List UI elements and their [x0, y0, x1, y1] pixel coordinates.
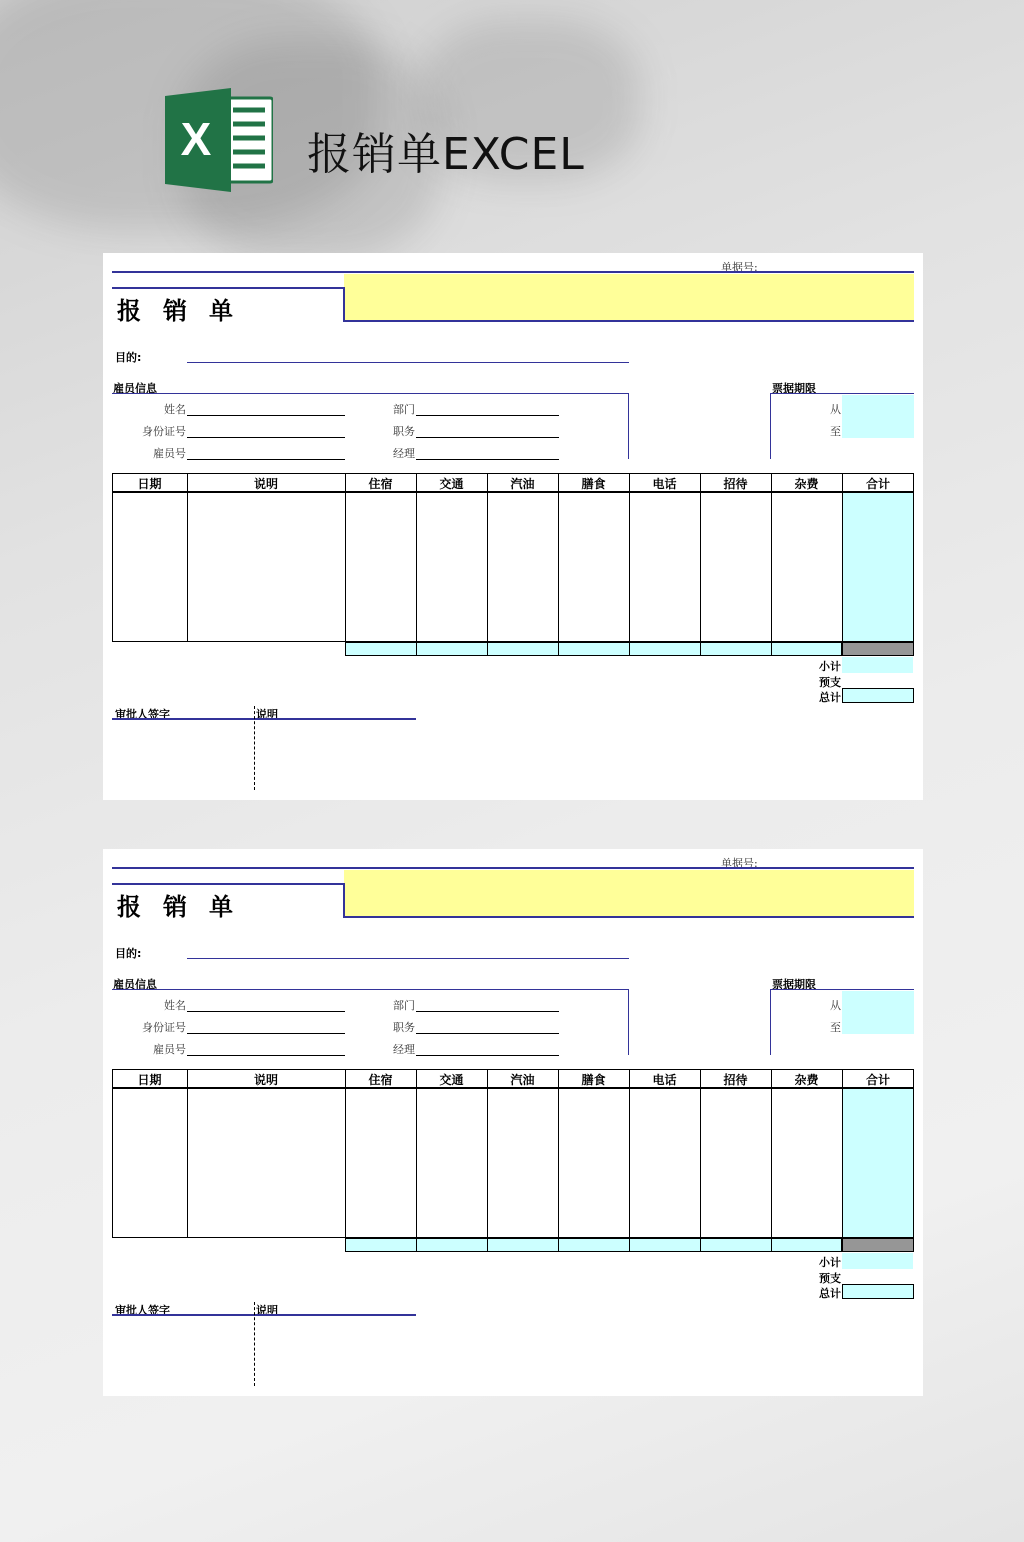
period-to-field[interactable] — [842, 416, 914, 438]
col-phone: 电话 — [652, 1073, 677, 1087]
manager-label: 经理 — [393, 447, 415, 460]
subtotal-label: 小计 — [819, 1256, 841, 1269]
col-lodging: 住宿 — [368, 1073, 393, 1087]
department-field[interactable] — [416, 1011, 559, 1012]
period-from-label: 从 — [830, 999, 841, 1012]
id-number-label: 身份证号 — [142, 425, 186, 438]
approver-label: 审批人签字 — [115, 1304, 170, 1317]
col-total: 合计 — [865, 477, 890, 491]
manager-field[interactable] — [416, 1055, 559, 1056]
purpose-field[interactable] — [187, 362, 629, 363]
id-number-label: 身份证号 — [142, 1021, 186, 1034]
total-field[interactable] — [842, 1284, 914, 1299]
purpose-field[interactable] — [187, 958, 629, 959]
col-misc: 杂费 — [794, 1073, 819, 1087]
advance-label: 预支 — [819, 676, 841, 689]
name-field[interactable] — [187, 1011, 345, 1012]
col-total: 合计 — [865, 1073, 890, 1087]
approver-label: 审批人签字 — [115, 708, 170, 721]
name-label: 姓名 — [164, 403, 186, 416]
col-entertainment: 招待 — [723, 1073, 748, 1087]
expense-table — [112, 473, 914, 642]
col-transport: 交通 — [439, 1073, 464, 1087]
department-label: 部门 — [393, 403, 415, 416]
employee-number-field[interactable] — [187, 459, 345, 460]
title-highlight-bar — [344, 274, 914, 320]
position-field[interactable] — [416, 1033, 559, 1034]
col-lodging: 住宿 — [368, 477, 393, 491]
col-meals: 膳食 — [581, 1073, 606, 1087]
id-number-field[interactable] — [187, 437, 345, 438]
name-label: 姓名 — [164, 999, 186, 1012]
col-fuel: 汽油 — [510, 477, 535, 491]
position-field[interactable] — [416, 437, 559, 438]
advance-label: 预支 — [819, 1272, 841, 1285]
col-entertainment: 招待 — [723, 477, 748, 491]
col-transport: 交通 — [439, 477, 464, 491]
col-fuel: 汽油 — [510, 1073, 535, 1087]
page-title: 报销单EXCEL — [307, 129, 585, 180]
name-field[interactable] — [187, 415, 345, 416]
employee-number-label: 雇员号 — [153, 1043, 186, 1056]
title-highlight-bar — [344, 870, 914, 916]
signature-divider — [254, 1302, 255, 1386]
period-from-label: 从 — [830, 403, 841, 416]
position-label: 职务 — [393, 1021, 415, 1034]
position-label: 职务 — [393, 425, 415, 438]
advance-field[interactable] — [842, 1269, 913, 1284]
expense-form-sheet — [103, 849, 923, 1396]
col-meals: 膳食 — [581, 477, 606, 491]
excel-icon — [165, 88, 273, 192]
doc-number-label: 单据号: — [721, 857, 758, 870]
note-label: 说明 — [256, 708, 278, 721]
department-field[interactable] — [416, 415, 559, 416]
expense-table — [112, 1069, 914, 1238]
total-field[interactable] — [842, 688, 914, 703]
grand-total-corner — [842, 642, 914, 656]
col-phone: 电话 — [652, 477, 677, 491]
note-label: 说明 — [256, 1304, 278, 1317]
period-to-label: 至 — [830, 425, 841, 438]
period-section-label: 票据期限 — [772, 382, 816, 395]
advance-field[interactable] — [842, 673, 913, 688]
total-label: 总计 — [819, 1287, 841, 1300]
employee-number-field[interactable] — [187, 1055, 345, 1056]
col-description: 说明 — [253, 1073, 278, 1087]
col-description: 说明 — [253, 477, 278, 491]
department-label: 部门 — [393, 999, 415, 1012]
doc-number-label: 单据号: — [721, 261, 758, 274]
subtotal-field[interactable] — [842, 657, 913, 673]
form-title: 报销单 — [117, 296, 255, 325]
purpose-label: 目的: — [115, 351, 142, 364]
signature-divider — [254, 706, 255, 790]
total-label: 总计 — [819, 691, 841, 704]
period-to-label: 至 — [830, 1021, 841, 1034]
subtotal-label: 小计 — [819, 660, 841, 673]
col-misc: 杂费 — [794, 477, 819, 491]
manager-label: 经理 — [393, 1043, 415, 1056]
column-totals-row — [345, 642, 842, 656]
period-to-field[interactable] — [842, 1012, 914, 1034]
period-from-field[interactable] — [842, 395, 914, 416]
logo-letter: X — [180, 113, 212, 165]
col-date: 日期 — [137, 477, 162, 491]
grand-total-corner — [842, 1238, 914, 1252]
employee-section-label: 雇员信息 — [113, 978, 157, 991]
expense-form-sheet — [103, 253, 923, 800]
purpose-label: 目的: — [115, 947, 142, 960]
employee-number-label: 雇员号 — [153, 447, 186, 460]
id-number-field[interactable] — [187, 1033, 345, 1034]
form-title: 报销单 — [117, 892, 255, 921]
period-from-field[interactable] — [842, 991, 914, 1012]
manager-field[interactable] — [416, 459, 559, 460]
employee-section-label: 雇员信息 — [113, 382, 157, 395]
subtotal-field[interactable] — [842, 1253, 913, 1269]
col-date: 日期 — [137, 1073, 162, 1087]
period-section-label: 票据期限 — [772, 978, 816, 991]
column-totals-row — [345, 1238, 842, 1252]
